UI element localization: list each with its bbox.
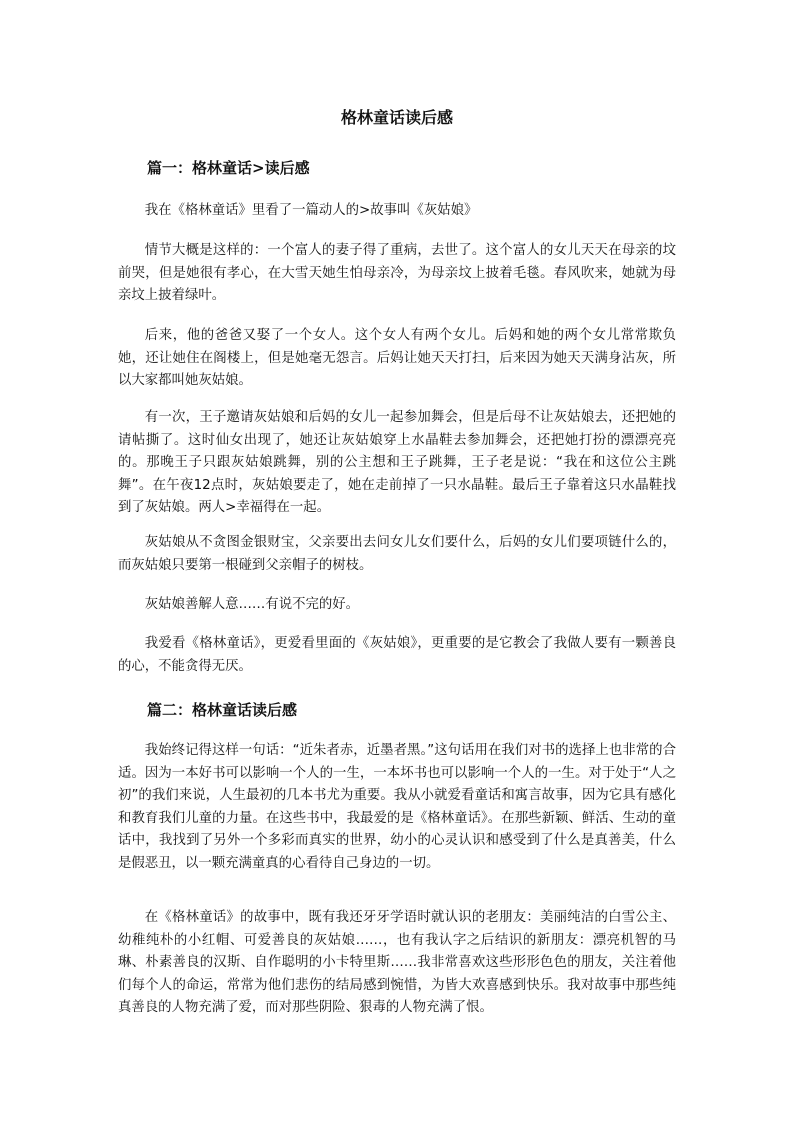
section-1-paragraph-4: 有一次，王子邀请灰姑娘和后妈的女儿一起参加舞会，但是后母不让灰姑娘去，还把她的请帖撕了。这时仙女出现了，她还让灰姑娘穿上水晶鞋去参加舞会，还把她打扮的漂漂亮亮的。那晚王子只跟灰姑娘跳舞，别的公主想和王子跳舞，王子老是说：“我在和这位公主跳舞”。在午夜12点时，灰姑娘要走了，她在走前掉了一只水晶鞋。最后王子靠着这只水晶鞋找到了灰姑娘。两人>幸福得在一起。 (118, 410, 676, 515)
section-1-paragraph-2: 情节大概是这样的：一个富人的妻子得了重病，去世了。这个富人的女儿天天在母亲的坟前哭，但是她很有孝心，在大雪天她生怕母亲冷，为母亲坟上披着毛毯。春风吹来，她就为母亲坟上披着绿叶。 (118, 243, 676, 303)
section-1-heading: 篇一：格林童话>读后感 (147, 159, 310, 177)
section-1-paragraph-5: 灰姑娘从不贪图金银财宝，父亲要出去问女儿女们要什么，后妈的女儿们要项链什么的，而灰姑娘只要第一根碰到父亲帽子的树枝。 (118, 535, 676, 573)
section-2-paragraph-2: 在《格林童话》的故事中，既有我还牙牙学语时就认识的老朋友：美丽纯洁的白雪公主、幼稚纯朴的小红帽、可爱善良的灰姑娘……，也有我认字之后结识的新朋友：漂亮机智的马琳、朴素善良的汉斯、自作聪明的小卡特里斯……我非常喜欢这些形形色色的朋友，关注着他们每个人的命运，常常为他们悲伤的结局感到惋惜，为皆大欢喜感到快乐。我对故事中那些纯真善良的人物充满了爱，而对那些阴险、狠毒的人物充满了恨。 (118, 910, 676, 1015)
section-2-paragraph-1: 我始终记得这样一句话：“近朱者赤，近墨者黑。”这句话用在我们对书的选择上也非常的合适。因为一本好书可以影响一个人的一生，一本坏书也可以影响一个人的一生。对于处于“人之初”的我们来说，人生最初的几本书尤为重要。我从小就爱看童话和寓言故事，因为它具有感化和教育我们儿童的力量。在这些书中，我最爱的是《格林童话》。在那些新颖、鲜活、生动的童话中，我找到了另外一个多彩而真实的世界，幼小的心灵认识和感受到了什么是真善美，什么是假恶丑，以一颗充满童真的心看待自己身边的一切。 (118, 743, 676, 871)
section-1-paragraph-3: 后来，他的爸爸又娶了一个女人。这个女人有两个女儿。后妈和她的两个女儿常常欺负她，还让她住在阁楼上，但是她毫无怨言。后妈让她天天打扫，后来因为她天天满身沾灰，所以大家都叫她灰姑娘。 (118, 328, 676, 388)
document-title: 格林童话读后感 (340, 108, 453, 127)
section-2-heading: 篇二：格林童话读后感 (147, 701, 298, 719)
section-1-paragraph-7: 我爱看《格林童话》，更爱看里面的《灰姑娘》，更重要的是它教会了我做人要有一颗善良的心，不能贪得无厌。 (118, 636, 676, 674)
section-1-paragraph-1: 我在《格林童话》里看了一篇动人的>故事叫《灰姑娘》 (144, 203, 478, 218)
section-1-paragraph-6: 灰姑娘善解人意……有说不完的好。 (144, 597, 360, 612)
